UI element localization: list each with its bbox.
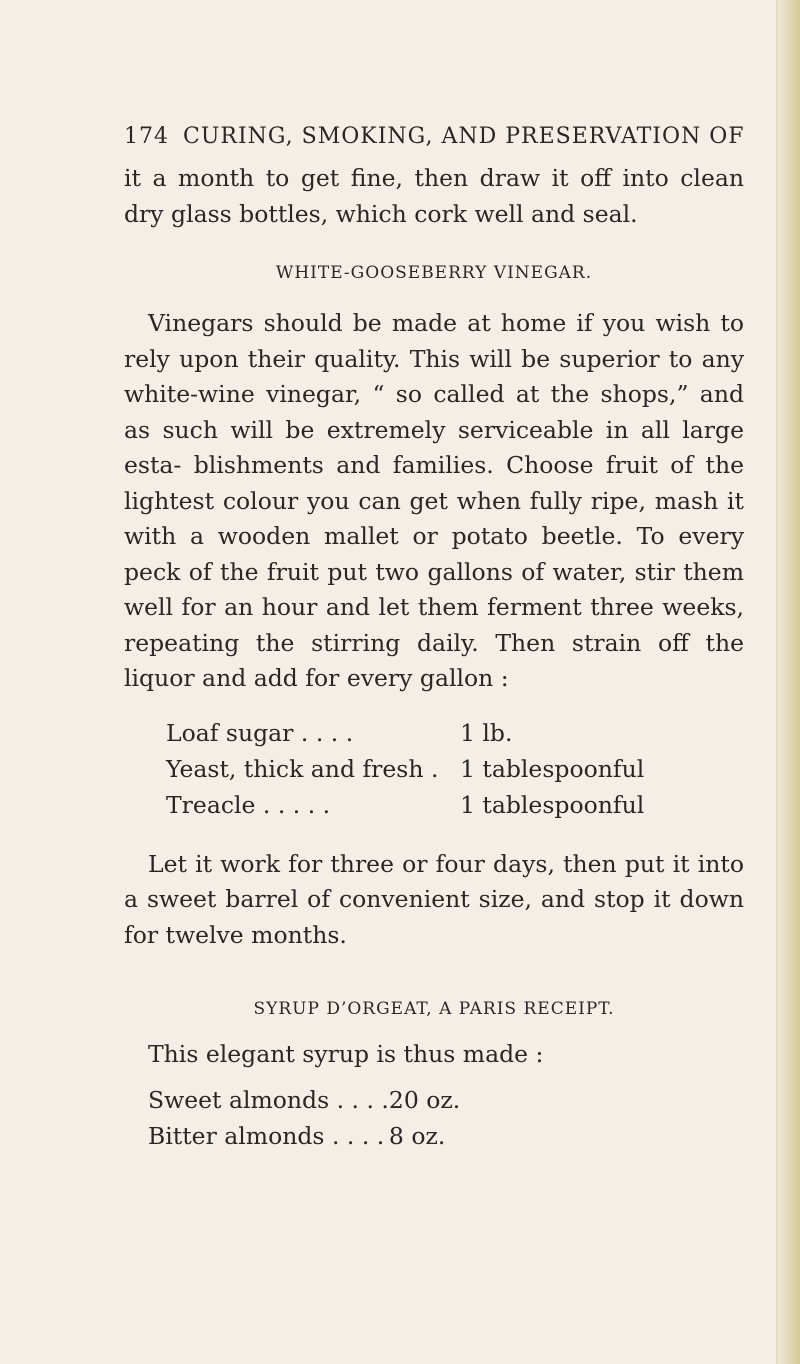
ingredient-name: Treacle . . . . . [166,790,331,819]
ingredient-name: Loaf sugar . . . . [166,718,354,747]
ingredient-row [166,719,644,755]
ingredient-name: Sweet almonds . . . . [148,1086,389,1114]
vinegar-paragraph: Vinegars should be made at home if you wish to rely upon their quality. This will be superior to any white-wine vinegar, “ so called at the shops,” and as such will be extremely serviceable in all large esta- blishments and families. Choose fruit of the lightest colour you can get when fully ripe, mash it with a wooden mallet or potato beetle. To every peck of the fruit put two gallons of water, stir them well for an hour and let them ferment three weeks, repeating the stirring daily. Then strain off the liquor and add for every gallon : [124,309,744,692]
page-edge [778,0,800,1364]
syrup-ingredients-list [148,1086,460,1158]
section-title-syrup-dorgeat: SYRUP D’ORGEAT, A PARIS RECEIPT. [253,999,615,1019]
continuation-paragraph: it a month to get fine, then draw it off into clean dry glass bottles, which cork well and seal. [124,164,744,228]
page-number: 174 [124,124,169,149]
ingredient-quantity: 8 oz. [388,1122,446,1150]
ingredient-row [148,1086,460,1122]
ingredient-quantity: 1 tablespoonful [460,754,645,783]
ingredient-row [166,791,644,827]
section-title-white-gooseberry-vinegar: WHITE-GOOSEBERRY VINEGAR. [275,263,593,283]
ingredient-quantity: 20 oz. [388,1086,461,1114]
ingredient-row [166,755,644,791]
vinegar-closing-paragraph: Let it work for three or four days, then put it into a sweet barrel of convenient size, and stop it down for twelve months. [124,849,744,949]
vinegar-ingredients-list [166,719,644,827]
ingredient-name: Yeast, thick and fresh . [166,754,439,783]
page-content [124,124,744,1158]
ingredient-row [148,1122,460,1158]
ingredient-name: Bitter almonds . . . . [148,1122,385,1150]
running-head-title: CURING, SMOKING, AND PRESERVATION OF [183,124,745,149]
ingredient-quantity: 1 lb. [460,718,513,747]
syrup-intro: This elegant syrup is thus made : [148,1040,544,1068]
running-head [124,124,744,149]
ingredient-quantity: 1 tablespoonful [460,790,645,819]
